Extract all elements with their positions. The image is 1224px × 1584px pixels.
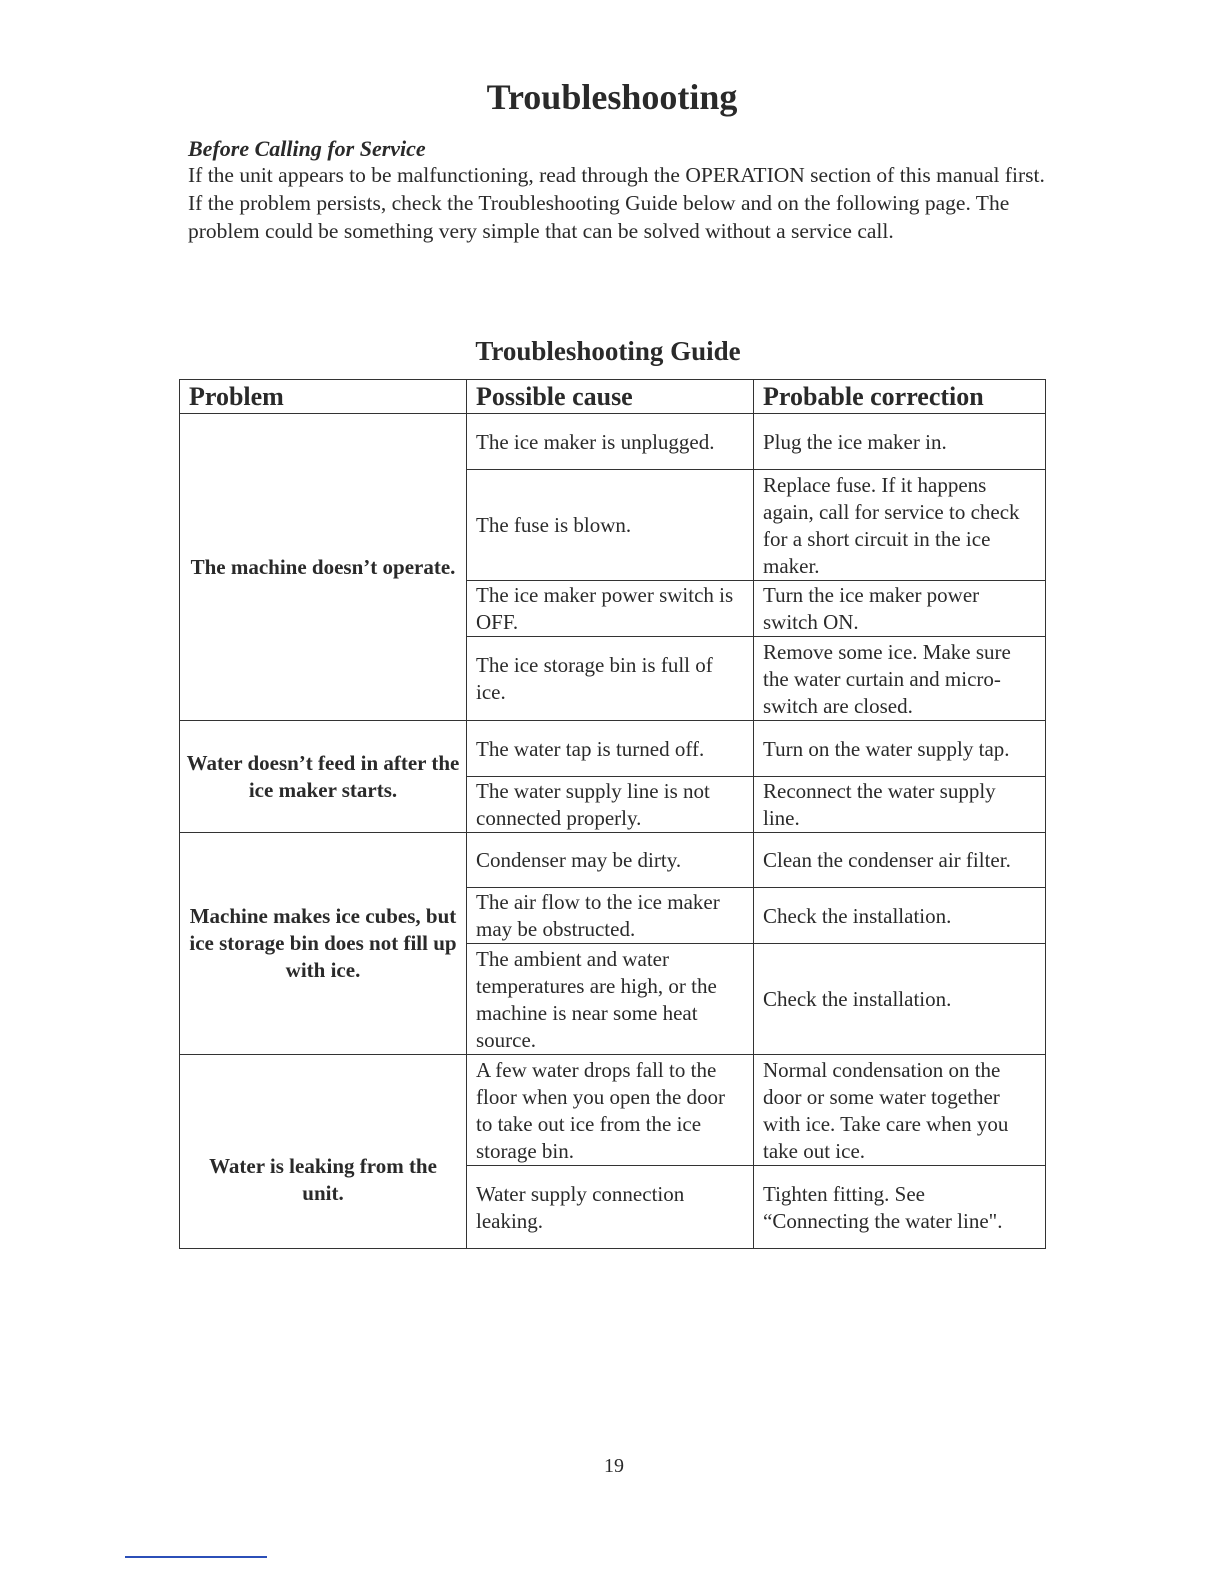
cause-cell: Water supply connection leaking. [467,1166,754,1249]
intro-paragraph: If the unit appears to be malfunctioning, read through the OPERATION section of this manual first. If the problem persists, check the Troubleshooting Guide below and on the following page. The problem could be something very simple that can be solved without a service call. [188,163,1045,243]
problem-cell: Water doesn’t feed in after the ice maker starts. [180,721,467,833]
header-problem: Problem [180,380,467,414]
correction-cell: Turn on the water supply tap. [754,721,1046,777]
page-title: Troubleshooting [486,77,738,117]
cause-cell: A few water drops fall to the floor when you open the door to take out ice from the ice storage bin. [467,1055,754,1166]
problem-cell: The machine doesn’t operate. [180,414,467,721]
correction-cell: Remove some ice. Make sure the water curtain and micro-switch are closed. [754,637,1046,721]
page-number: 19 [604,1455,624,1477]
correction-cell: Turn the ice maker power switch ON. [754,581,1046,637]
problem-cell: Machine makes ice cubes, but ice storage bin does not fill up with ice. [180,833,467,1055]
guide-title: Troubleshooting Guide [475,336,741,366]
cause-cell: The ambient and water temperatures are high, or the machine is near some heat source. [467,944,754,1055]
table-row [180,833,1046,888]
cause-cell: The air flow to the ice maker may be obstructed. [467,888,754,944]
header-probable-correction: Probable correction [754,380,1046,414]
cause-cell: The fuse is blown. [467,470,754,581]
troubleshooting-table [179,379,1046,1249]
cause-cell: The water supply line is not connected properly. [467,777,754,833]
table-row [180,414,1046,470]
correction-cell: Plug the ice maker in. [754,414,1046,470]
correction-cell: Replace fuse. If it happens again, call for service to check for a short circuit in the ice maker. [754,470,1046,581]
cause-cell: The water tap is turned off. [467,721,754,777]
footnote-rule [125,1556,267,1558]
intro-heading: Before Calling for Service [188,136,426,161]
problem-cell: Water is leaking from the unit. [180,1055,467,1249]
correction-cell: Tighten fitting. See “Connecting the water line". [754,1166,1046,1249]
table-row [180,1055,1046,1166]
table-row [180,721,1046,777]
correction-cell: Clean the condenser air filter. [754,833,1046,888]
correction-cell: Normal condensation on the door or some water together with ice. Take care when you take out ice. [754,1055,1046,1166]
cause-cell: The ice storage bin is full of ice. [467,637,754,721]
header-possible-cause: Possible cause [467,380,754,414]
cause-cell: Condenser may be dirty. [467,833,754,888]
cause-cell: The ice maker is unplugged. [467,414,754,470]
correction-cell: Reconnect the water supply line. [754,777,1046,833]
correction-cell: Check the installation. [754,944,1046,1055]
cause-cell: The ice maker power switch is OFF. [467,581,754,637]
table-header-row [180,380,1046,414]
correction-cell: Check the installation. [754,888,1046,944]
